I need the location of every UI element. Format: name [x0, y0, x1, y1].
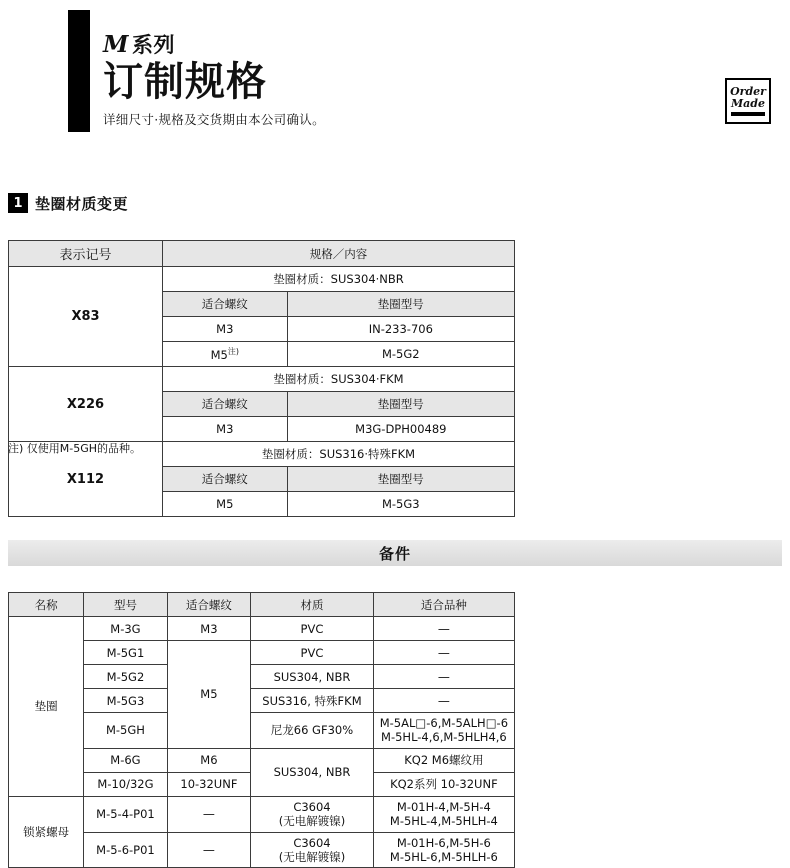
model-value: M-5-4-P01: [84, 796, 167, 832]
thread-value: [163, 342, 288, 367]
subheader-model: 垫圈型号: [287, 292, 514, 317]
fit-value: —: [373, 641, 514, 665]
model-value: M-5G2: [287, 342, 514, 367]
fit-value: —: [373, 689, 514, 713]
header-black-bar: [68, 10, 90, 132]
parts-section-title: 备件: [378, 544, 411, 563]
thread-value: M5: [163, 492, 288, 517]
series-line: [103, 32, 325, 57]
table-row: [9, 367, 515, 392]
thread-value: 10-32UNF: [167, 772, 250, 796]
material-value: 尼龙66 GF30%: [251, 713, 374, 749]
section-heading: [8, 190, 782, 216]
page-subtitle: 详细尺寸·规格及交货期由本公司确认。: [103, 112, 325, 128]
fit-value: M-5AL□-6,M-5ALH□-6 M-5HL-4,6,M-5HLH4,6: [373, 713, 514, 749]
parts-section-heading: [8, 540, 782, 566]
code-x112: X112: [9, 442, 163, 517]
header-symbol: 表示记号: [9, 241, 163, 267]
order-made-badge: [725, 78, 771, 124]
group-label-gasket: 垫圈: [9, 617, 84, 797]
fit-value: —: [373, 665, 514, 689]
material-line-x226: 垫圈材质：SUS304·FKM: [163, 367, 515, 392]
header-text-block: [103, 32, 325, 128]
table-footnote: 注) 仅使用M-5GH的品种。: [8, 442, 142, 455]
model-value: M-3G: [84, 617, 167, 641]
material-value: C3604 (无电解镀镍): [251, 832, 374, 868]
header-name: 名称: [9, 593, 84, 617]
material-value: PVC: [251, 617, 374, 641]
section-number-badge: 1: [8, 193, 28, 213]
order-made-line1: Order: [730, 84, 766, 98]
series-word: 系列: [131, 33, 175, 57]
model-value: IN-233-706: [287, 317, 514, 342]
material-line-x112: 垫圈材质：SUS316·特殊FKM: [163, 442, 515, 467]
table-header-row: [9, 593, 515, 617]
thread-value: M6: [167, 748, 250, 772]
material-value: PVC: [251, 641, 374, 665]
model-value: M-5G2: [84, 665, 167, 689]
order-made-line2: Made: [731, 96, 765, 110]
table-row: [9, 617, 515, 641]
header-spec: 规格／内容: [163, 241, 515, 267]
thread-value: —: [167, 832, 250, 868]
header-model: 型号: [84, 593, 167, 617]
material-value: SUS304, NBR: [251, 748, 374, 796]
footnote-marker: 注): [227, 347, 239, 357]
thread-value: M3: [163, 417, 288, 442]
table-row: [9, 267, 515, 292]
model-value: M-6G: [84, 748, 167, 772]
table-row: [9, 641, 515, 665]
fit-value: KQ2 M6螺纹用: [373, 748, 514, 772]
section-title: 垫圈材质变更: [35, 194, 129, 213]
header-thread: 适合螺纹: [167, 593, 250, 617]
model-value: M-5G3: [287, 492, 514, 517]
thread-value: M5: [167, 641, 250, 749]
table-row: [9, 689, 515, 713]
subheader-thread: 适合螺纹: [163, 292, 288, 317]
model-value: M-5G3: [84, 689, 167, 713]
fit-value: KQ2系列 10-32UNF: [373, 772, 514, 796]
material-value: C3604 (无电解镀镍): [251, 796, 374, 832]
subheader-model: 垫圈型号: [287, 467, 514, 492]
subheader-thread: 适合螺纹: [163, 392, 288, 417]
page-header: [0, 0, 790, 152]
fit-value: M-01H-4,M-5H-4 M-5HL-4,M-5HLH-4: [373, 796, 514, 832]
page-title: 订制规格: [103, 59, 267, 106]
material-line-x83: 垫圈材质：SUS304·NBR: [163, 267, 515, 292]
fit-value: —: [373, 617, 514, 641]
order-made-underline: [731, 112, 765, 116]
thread-value: —: [167, 796, 250, 832]
gasket-change-table: [8, 240, 515, 517]
header-material: 材质: [251, 593, 374, 617]
table-row: [9, 665, 515, 689]
thread-value: M3: [163, 317, 288, 342]
table-header-row: [9, 241, 515, 267]
table-row: [9, 748, 515, 772]
fit-value: M-01H-6,M-5H-6 M-5HL-6,M-5HLH-6: [373, 832, 514, 868]
spare-parts-table: [8, 592, 515, 868]
model-value: M3G-DPH00489: [287, 417, 514, 442]
model-value: M-5GH: [84, 713, 167, 749]
code-x226: X226: [9, 367, 163, 442]
thread-value: M3: [167, 617, 250, 641]
model-value: M-10/32G: [84, 772, 167, 796]
group-label-locknut: 锁紧螺母: [9, 796, 84, 868]
table-row: [9, 713, 515, 749]
thread-text: M5: [210, 347, 228, 362]
material-value: SUS304, NBR: [251, 665, 374, 689]
series-letter: M: [103, 31, 129, 58]
code-x83: X83: [9, 267, 163, 367]
model-value: M-5-6-P01: [84, 832, 167, 868]
subheader-model: 垫圈型号: [287, 392, 514, 417]
table-row: [9, 832, 515, 868]
header-fit: 适合品种: [373, 593, 514, 617]
material-value: SUS316, 特殊FKM: [251, 689, 374, 713]
model-value: M-5G1: [84, 641, 167, 665]
subheader-thread: 适合螺纹: [163, 467, 288, 492]
table-row: [9, 796, 515, 832]
